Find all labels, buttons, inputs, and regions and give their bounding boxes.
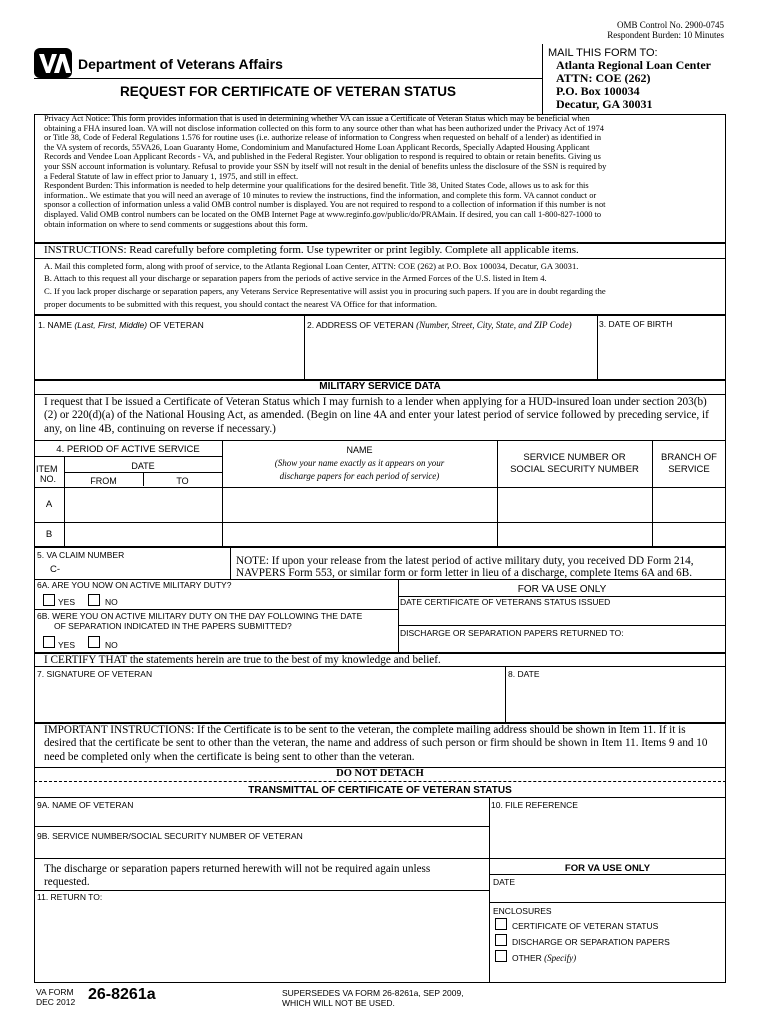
row-a-from[interactable] [65, 488, 143, 522]
q6b-label: 6B. WERE YOU ON ACTIVE MILITARY DUTY ON THE DAY FOLLOWING THE DATE [37, 611, 363, 621]
military-service-heading: MILITARY SERVICE DATA [319, 381, 441, 392]
enc-certificate-checkbox[interactable] [495, 918, 507, 930]
va-claim-number-label: 5. VA CLAIM NUMBER [37, 550, 125, 560]
signature-label: 7. SIGNATURE OF VETERAN [37, 669, 153, 679]
footer-supersedes: SUPERSEDES VA FORM 26-8261a, SEP 2009, [282, 988, 464, 998]
from-label: FROM [90, 476, 117, 486]
returned-papers-note-2: requested. [44, 876, 90, 888]
q6a-no-checkbox[interactable] [88, 594, 100, 606]
instruction-b: B. Attach to this request all your discharge or separation papers from the periods of active service in the Armed Forces of the U.S. listed in Item 4. [44, 273, 547, 283]
important-instructions: IMPORTANT INSTRUCTIONS: If the Certificate is to be sent to the veteran, the complete mailing address should be shown in Item 11. If it is desired that the certificate be sent to other than the veteran, the name and address of such person or firm should be shown in Item 11. Items 9 and 10 need be completed only when the certificate is being sent to other than the veteran. [44, 724, 708, 763]
service-number-label-2: SOCIAL SECURITY NUMBER [510, 464, 639, 475]
certify-statement: I CERTIFY THAT the statements herein are true to the best of my knowledge and belief. [44, 654, 441, 666]
file-reference-label: 10. FILE REFERENCE [491, 800, 578, 810]
row-a-to[interactable] [144, 488, 222, 522]
agency-name: Department of Veterans Affairs [78, 56, 283, 72]
q6b-yes-checkbox[interactable] [43, 636, 55, 648]
omb-control-number: OMB Control No. 2900-0745 [616, 20, 724, 30]
branch-label: BRANCH OF [661, 452, 717, 463]
row-b-service-number[interactable] [498, 523, 652, 546]
item-no-label: ITEM [36, 464, 58, 474]
veteran-name-label: 1. NAME (Last, First, Middle) OF VETERAN [38, 320, 204, 330]
row-a-branch[interactable] [653, 488, 725, 522]
transmittal-heading: TRANSMITTAL OF CERTIFICATE OF VETERAN STATUS [248, 785, 512, 796]
file-reference-field[interactable] [490, 810, 725, 858]
va-logo [34, 48, 72, 78]
enc-discharge-checkbox[interactable] [495, 934, 507, 946]
name-note-1: (Show your name exactly as it appears on your [274, 458, 445, 468]
enc-other-checkbox[interactable] [495, 950, 507, 962]
item-no-label-2: NO. [40, 474, 57, 484]
note-line-2: NAVPERS Form 553, or similar form or form letter in lieu of a discharge, complete Items 6A and 6B. [236, 567, 693, 579]
date-of-birth-label: 3. DATE OF BIRTH [599, 319, 673, 329]
row-a-service-number[interactable] [498, 488, 652, 522]
mail-line-1: Atlanta Regional Loan Center [556, 58, 711, 72]
name-9a-field[interactable] [35, 810, 487, 826]
respondent-burden: Respondent Burden: 10 Minutes [607, 30, 724, 40]
veteran-address-label: 2. ADDRESS OF VETERAN (Number, Street, City, State, and ZIP Code) [307, 320, 572, 330]
va-claim-prefix: C- [50, 564, 61, 575]
enc-certificate-label: CERTIFICATE OF VETERAN STATUS [512, 921, 659, 931]
mail-line-4: Decatur, GA 30031 [556, 97, 653, 111]
q6b-no-checkbox[interactable] [88, 636, 100, 648]
row-b-from[interactable] [65, 523, 143, 546]
transmittal-date-label: DATE [493, 877, 516, 887]
date-field-8[interactable] [506, 680, 725, 720]
return-to-label: 11. RETURN TO: [37, 892, 103, 902]
name-9a-label: 9A. NAME OF VETERAN [37, 800, 134, 810]
do-not-detach: DO NOT DETACH [336, 768, 424, 779]
date-label: DATE [131, 461, 155, 471]
row-b-to[interactable] [144, 523, 222, 546]
mail-heading: MAIL THIS FORM TO: [548, 47, 658, 59]
q6b-no-label: NO [105, 640, 118, 650]
privacy-notice: Privacy Act Notice: This form provides information that is used in determining whether VA can issue a Certificate of Veteran Status which may be beneficial when obtaining a FHA insured loan. VA will not disclose information collected on this form to any source other than what has been authorized under the Privacy Act of 1974 or Title 38, Code of Federal Regulations 1.576 for routine uses (i.e. authorize release of information to Congress when requested on behalf of a lender) as identified in the VA system of records, 55VA26, Loan Guaranty Home, Condominium and Manufactured Home Loan Applicant Records, Specially Adapted Housing Applicant Records and Vendee Loan Applicant Records - VA, and published in the Federal Register. Your obligation to respond is required to obtain or retain benefits. Giving us your SSN account information is voluntary. Refusal to provide your SSN by itself will not result in the denial of benefits unless the disclosure of the SSN is required by a Federal Statute of law in effect prior to January 1, 1975, and still in effect. Respondent Burden: This information is needed to help determine your qualifications for the desired benefit. Title 38, United States Code, allows us to ask for this information.. We estimate that you will need an average of 10 minutes to review the instructions, find the information, and complete this form. VA cannot conduct or sponsor a collection of information unless a valid OMB control number is displayed. You are not required to respond to a collection of information if this number is not displayed. Valid OMB control numbers can be located on the OMB Internet Page at www.reginfo.gov/public/do/PRAMain. If desired, you can call 1-800-827-1000 to obtain information on where to send comments or suggestions about this form. [44, 114, 607, 229]
instruction-a: A. Mail this completed form, along with proof of service, to the Atlanta Regional Loan Center, ATTN: COE (262) at P.O. Box 100034, Decatur, GA 30031. [44, 261, 579, 271]
date-label-8: 8. DATE [508, 669, 540, 679]
instruction-c-cont: proper documents to be submitted with this request, you should contact the nearest VA Office for that information. [44, 299, 438, 309]
note-line-1: NOTE: If upon your release from the latest period of active military duty, you received DD Form 214, [236, 555, 694, 567]
ssn-9b-label: 9B. SERVICE NUMBER/SOCIAL SECURITY NUMBER OF VETERAN [37, 831, 303, 841]
transmittal-va-use-heading: FOR VA USE ONLY [564, 863, 651, 874]
to-label: TO [176, 476, 189, 486]
row-b-label: B [45, 529, 53, 540]
row-a-name[interactable] [223, 488, 497, 522]
footer-supersedes-2: WHICH WILL NOT BE USED. [282, 998, 395, 1008]
instructions-heading: INSTRUCTIONS: Read carefully before completing form. Use typewriter or print legibly. Complete all applicable items. [44, 244, 579, 256]
name-note-2: discharge papers for each period of service) [279, 471, 440, 481]
form-title: REQUEST FOR CERTIFICATE OF VETERAN STATUS [119, 84, 456, 99]
q6a-yes-label: YES [58, 597, 76, 607]
footer-date: DEC 2012 [36, 997, 76, 1007]
footer-form-number: 26-8261a [88, 986, 156, 1003]
enclosures-label: ENCLOSURES [493, 906, 552, 916]
mail-line-2: ATTN: COE (262) [556, 71, 651, 85]
enc-other-label: OTHER (Specify) [512, 953, 577, 963]
footer-va-form: VA FORM [36, 987, 74, 997]
q6b-yes-label: YES [58, 640, 76, 650]
va-use-heading: FOR VA USE ONLY [517, 584, 607, 595]
request-statement: I request that I be issued a Certificate of Veteran Status which I may furnish to a lender when applying for a HUD-insured loan under section 203(b) (2) or 220(d)(a) of the National Housing Act, as amended. (Begin on line 4A and enter your latest period of service followed by preceding service, if any, on line 4B, continuing on reverse if necessary.) [44, 396, 709, 435]
returned-papers-note: The discharge or separation papers returned herewith will not be required again unless [44, 863, 431, 875]
row-b-branch[interactable] [653, 523, 725, 546]
va-date-issued-label: DATE CERTIFICATE OF VETERANS STATUS ISSUED [400, 597, 611, 607]
q6a-yes-checkbox[interactable] [43, 594, 55, 606]
va-claim-number-field[interactable] [62, 561, 228, 577]
branch-label-2: SERVICE [668, 464, 710, 475]
mail-line-3: P.O. Box 100034 [556, 84, 640, 98]
ssn-9b-field[interactable] [35, 841, 487, 857]
service-number-label: SERVICE NUMBER OR [523, 452, 626, 463]
q6b-label-2: OF SEPARATION INDICATED IN THE PAPERS SUBMITTED? [54, 621, 292, 631]
return-to-field[interactable] [35, 903, 487, 981]
enc-discharge-label: DISCHARGE OR SEPARATION PAPERS [512, 937, 670, 947]
row-b-name[interactable] [223, 523, 497, 546]
period-heading: 4. PERIOD OF ACTIVE SERVICE [56, 444, 200, 455]
instruction-c: C. If you lack proper discharge or separation papers, any Veterans Service Representative will assist you in procuring such papers. If you are in doubt regarding the [44, 286, 606, 296]
q6a-no-label: NO [105, 597, 118, 607]
name-label: NAME [346, 445, 373, 455]
q6a-label: 6A. ARE YOU NOW ON ACTIVE MILITARY DUTY? [37, 580, 232, 590]
va-papers-returned-label: DISCHARGE OR SEPARATION PAPERS RETURNED TO: [400, 628, 624, 638]
row-a-label: A [45, 499, 53, 510]
signature-field[interactable] [35, 680, 503, 720]
